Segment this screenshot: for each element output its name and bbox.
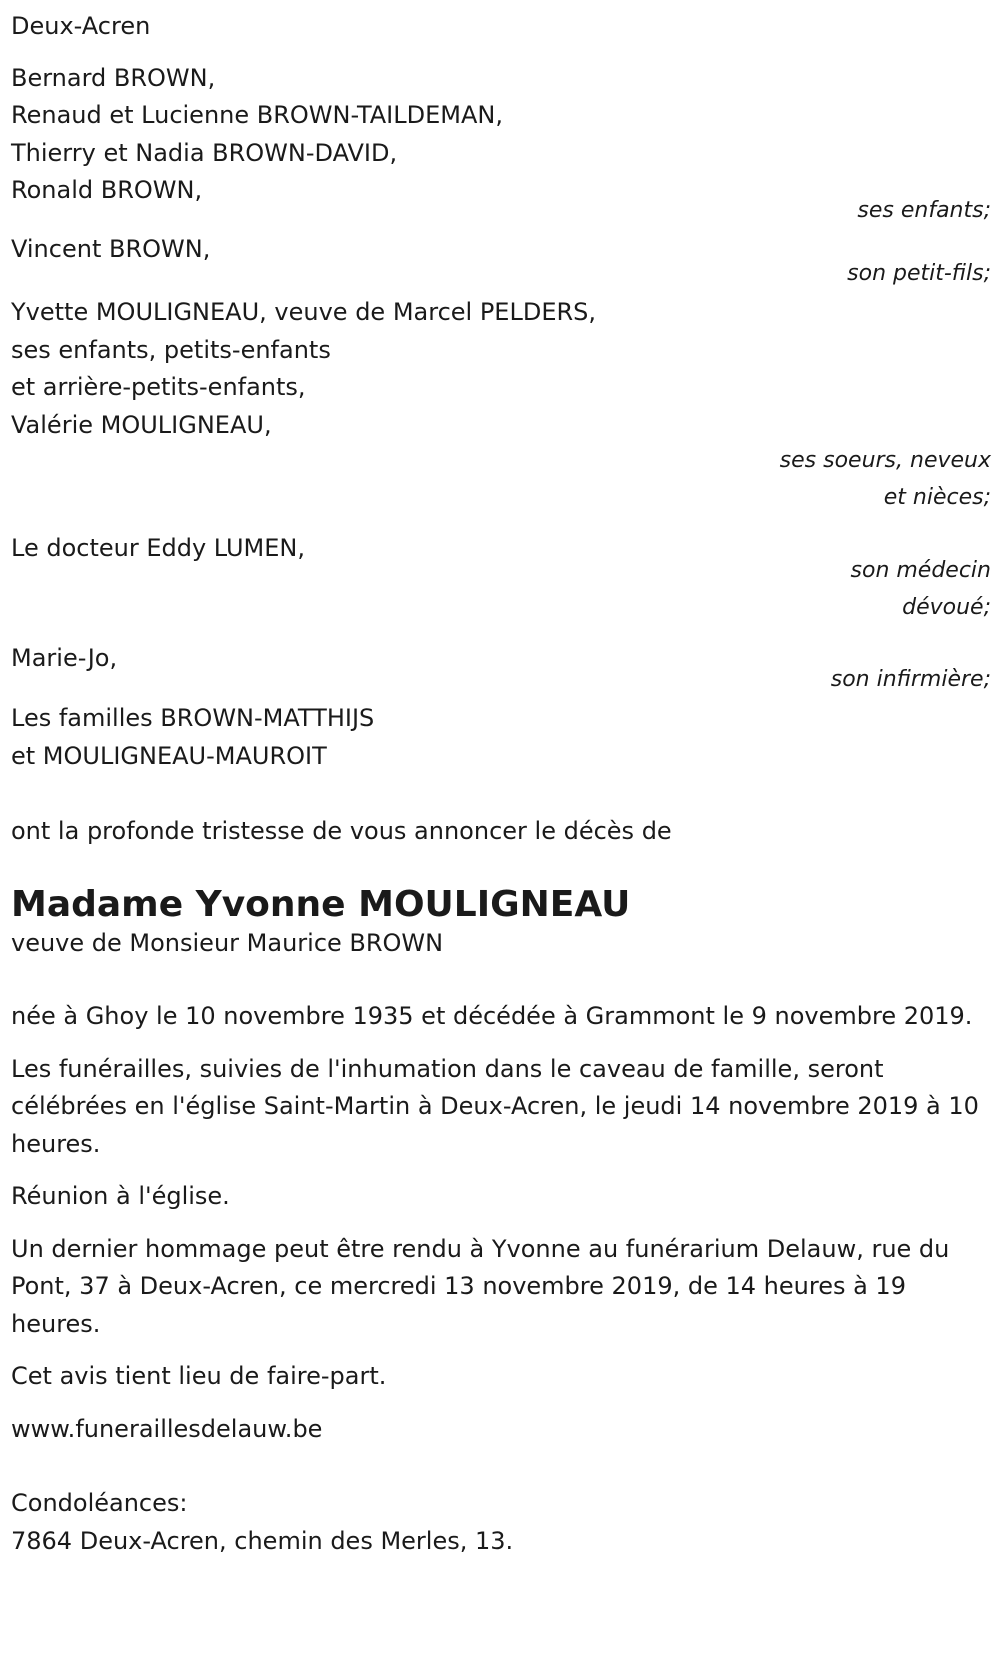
location: Deux-Acren [11,12,151,40]
family-role: son infirmière; [830,667,991,692]
family-line: et MOULIGNEAU-MAUROIT [11,741,327,770]
website-link[interactable]: www.funeraillesdelauw.be [11,1414,323,1443]
family-line: Marie-Jo, [11,643,118,672]
obituary-notice [11,8,991,1560]
family-group-families [11,700,991,775]
deceased-name: Madame Yvonne MOULIGNEAU [11,883,631,925]
announcement: ont la profonde tristesse de vous annoncer le décès de [11,817,672,845]
family-group-sisters [11,294,991,516]
family-line: ses enfants, petits-enfants [11,335,331,364]
notice-paragraph: Cet avis tient lieu de faire-part. [11,1362,387,1390]
family-group-grandson [11,231,991,293]
family-group-doctor [11,530,991,626]
tribute-paragraph: Un dernier hommage peut être rendu à Yvonne au funérarium Delauw, rue du Pont, 37 à Deux-Acren, ce mercredi 13 novembre 2019, de 14 heures à 19 heures. [11,1234,950,1338]
meeting-paragraph: Réunion à l'église. [11,1182,230,1210]
family-role: et nièces; [883,485,991,510]
birth-death-paragraph: née à Ghoy le 10 novembre 1935 et décédée à Grammont le 9 novembre 2019. [11,1002,973,1030]
family-group-children [11,60,991,229]
deceased-spouse: veuve de Monsieur Maurice BROWN [11,928,444,957]
family-line: et arrière-petits-enfants, [11,373,306,401]
funeral-paragraph: Les funérailles, suivies de l'inhumation dans le caveau de famille, seront célébrées en l'église Saint-Martin à Deux-Acren, le jeudi 14 novembre 2019 à 10 heures. [11,1054,979,1158]
family-line: Vincent BROWN, [11,234,211,263]
family-group-nurse [11,640,991,699]
family-line: Ronald BROWN, [11,176,203,204]
family-line: Bernard BROWN, [11,63,216,92]
condolences-address: 7864 Deux-Acren, chemin des Merles, 13. [11,1526,514,1555]
family-role: son petit-fils; [847,261,991,286]
family-line: Valérie MOULIGNEAU, [11,410,272,439]
family-role: ses enfants; [857,197,991,223]
family-role: son médecin [850,557,991,583]
family-line: Renaud et Lucienne BROWN-TAILDEMAN, [11,101,503,129]
family-role: dévoué; [902,594,991,620]
family-role: ses soeurs, neveux [779,448,991,473]
family-line: Yvette MOULIGNEAU, veuve de Marcel PELDERS, [11,298,597,326]
family-line: Les familles BROWN-MATTHIJS [11,704,375,732]
family-line: Le docteur Eddy LUMEN, [11,534,305,562]
family-line: Thierry et Nadia BROWN-DAVID, [11,138,398,167]
condolences-label: Condoléances: [11,1489,188,1517]
